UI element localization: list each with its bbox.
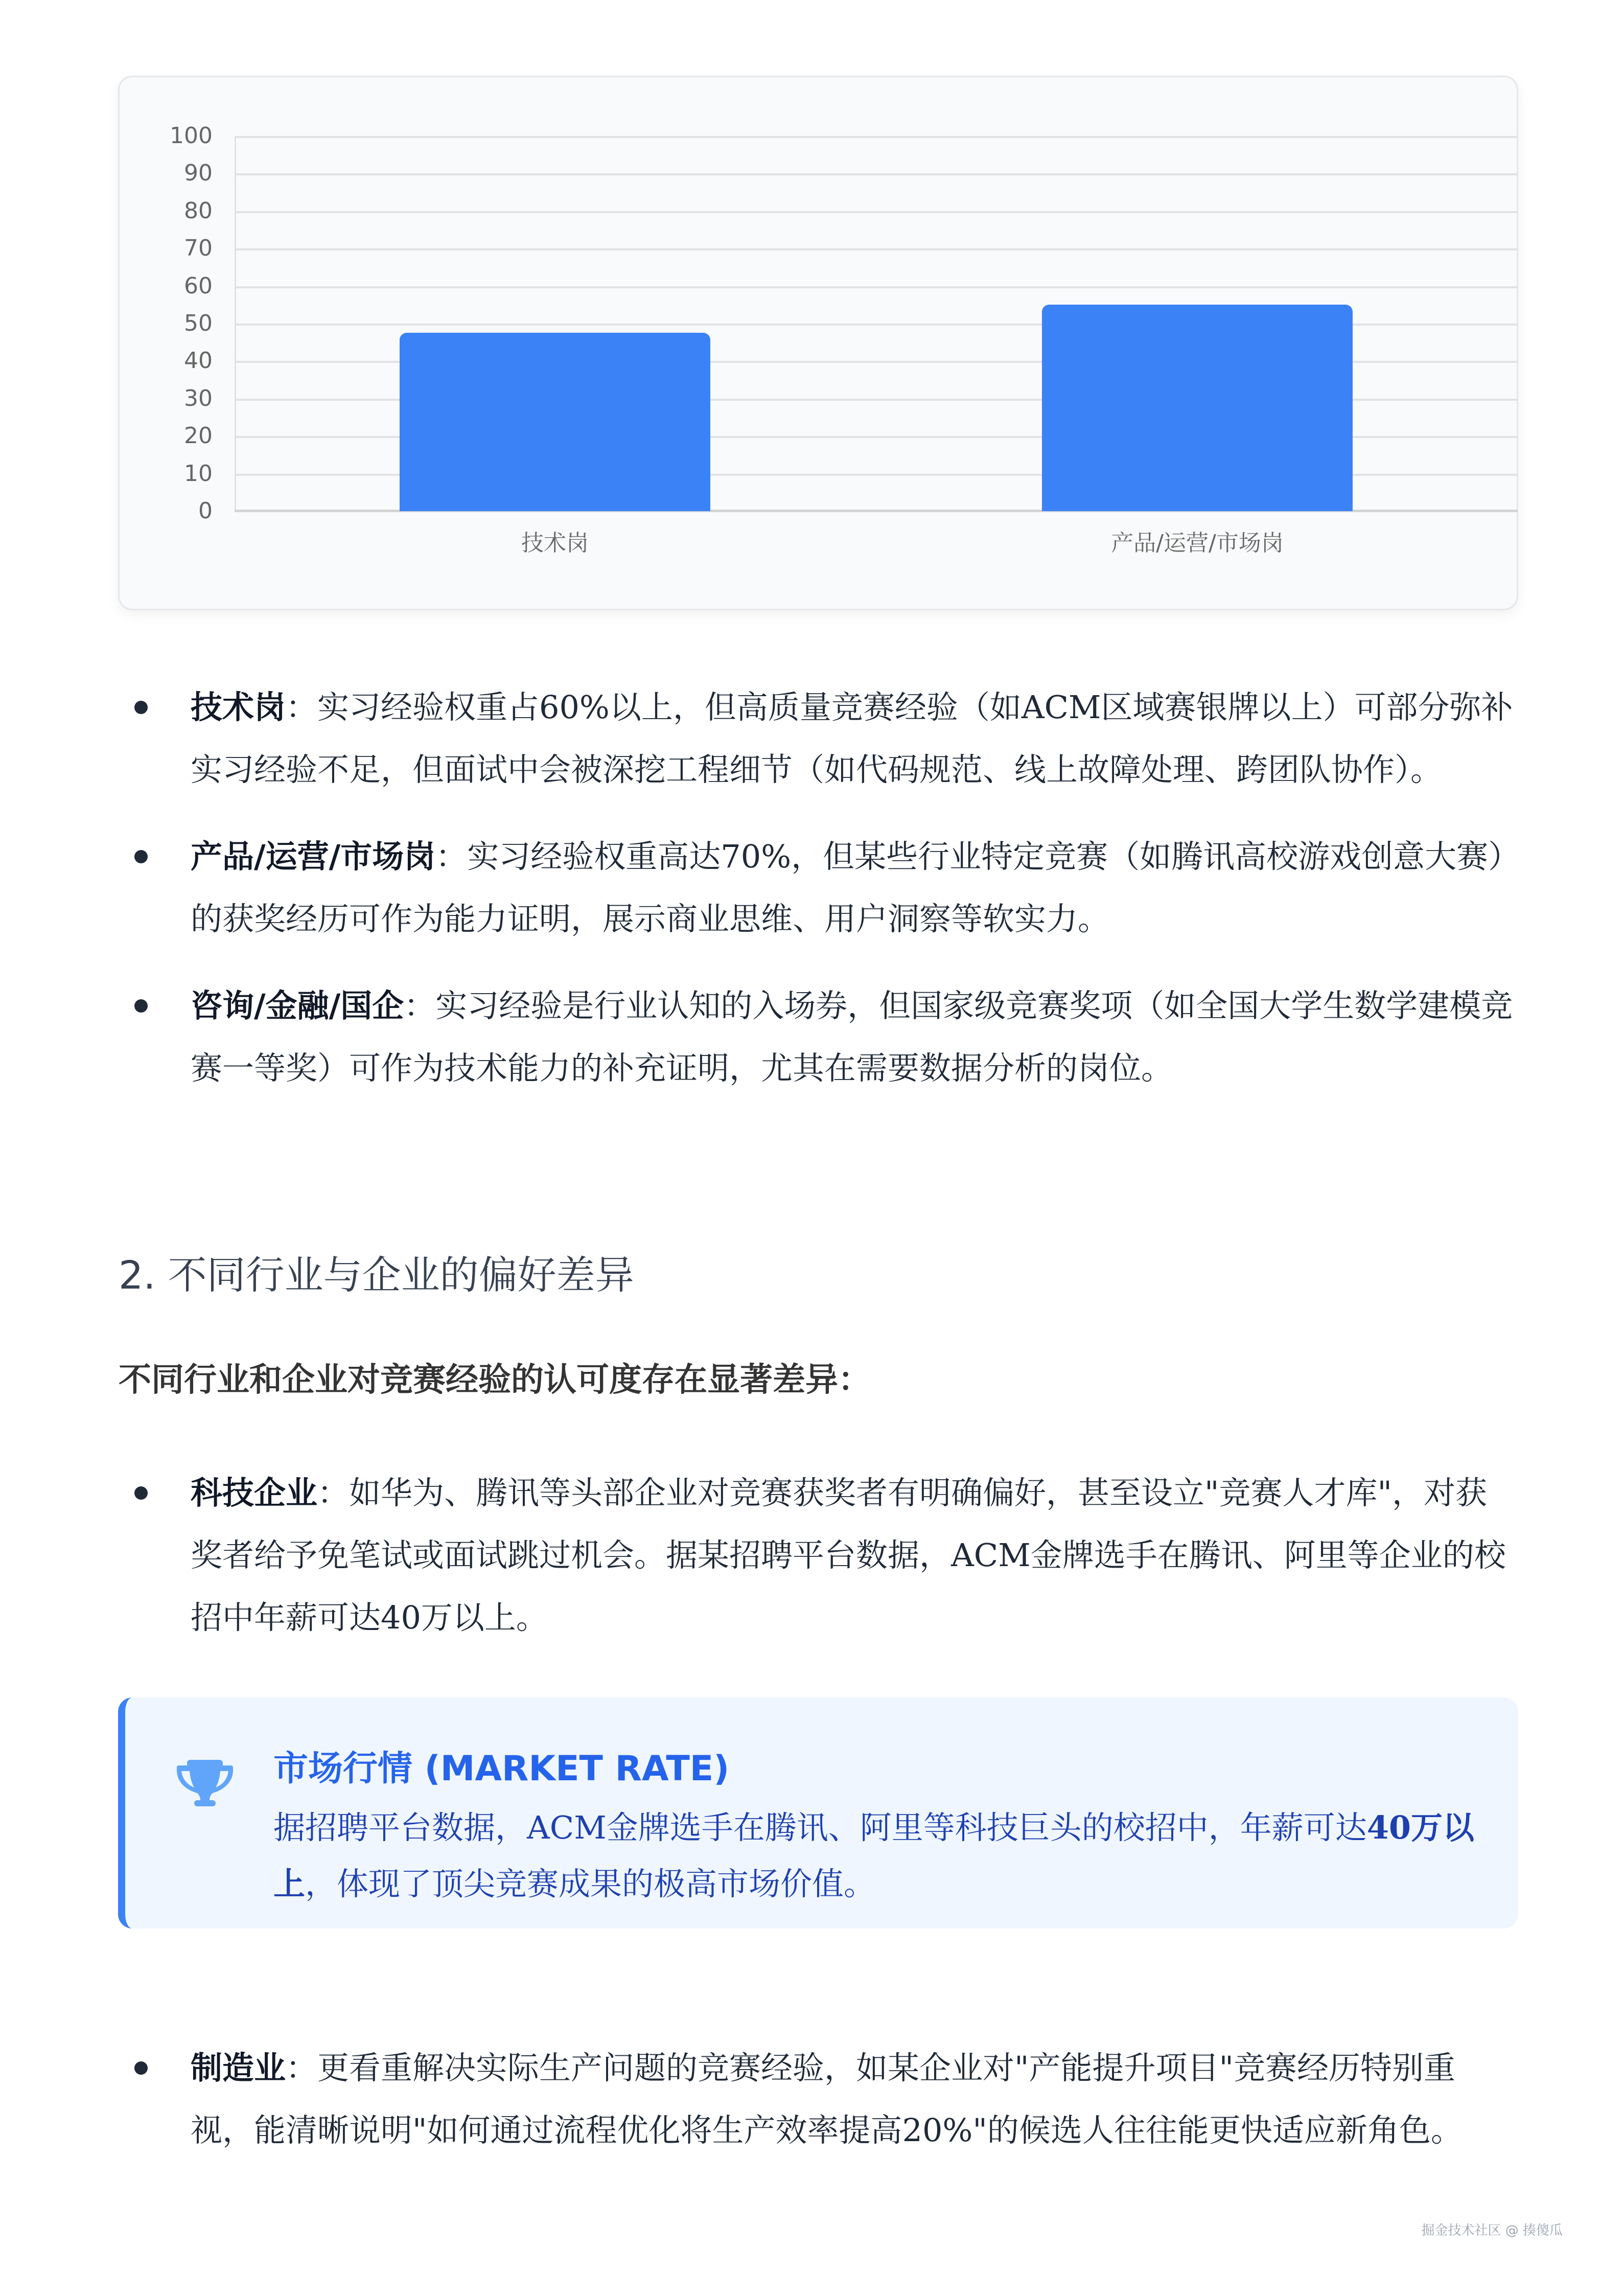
gridline (235, 136, 1518, 138)
gridline (235, 173, 1518, 175)
list-item (118, 825, 1518, 950)
y-tick-label: 10 (184, 460, 213, 487)
callout-title: 市场行情 (MARKET RATE) (273, 1749, 730, 1789)
y-tick-label: 40 (184, 348, 213, 374)
callout-body-text: ，体现了顶尖竞赛成果的极高市场价值。 (305, 1865, 876, 1902)
y-tick-label: 100 (170, 123, 213, 149)
list-item-text: ：实习经验是行业认知的入场券，但国家级竞赛奖项（如全国大学生数学建模竞赛一等奖）可作为技术能力的补充证明，尤其在需要数据分析的岗位。 (191, 987, 1513, 1087)
trophy-icon (176, 1760, 234, 1811)
list-item (118, 975, 1518, 1099)
y-tick-label: 90 (184, 160, 213, 187)
y-tick-label: 30 (184, 385, 213, 411)
list-item-label: 科技企业 (191, 1474, 318, 1511)
bar-tech-role (400, 333, 710, 511)
callout-body (273, 1800, 1477, 1912)
bar-chart (118, 123, 1518, 556)
watermark: 掘金技术社区 @ 揍傻瓜 (1421, 2223, 1563, 2238)
section-intro: 不同行业和企业对竞赛经验的认可度存在显著差异： (119, 1361, 871, 1399)
gridline (235, 248, 1518, 250)
list-item-label: 制造业 (191, 2049, 286, 2086)
y-tick-label: 70 (184, 235, 213, 262)
industry-list (118, 1462, 1518, 1673)
y-tick-label: 20 (184, 423, 213, 449)
gridline (235, 286, 1518, 288)
gridline (235, 211, 1518, 213)
industry-list-continued (118, 2037, 1518, 2186)
callout-body-highlight: 40万以上 (273, 1809, 1474, 1902)
list-item-label: 咨询/金融/国企 (191, 987, 404, 1024)
y-tick-label: 80 (184, 197, 213, 224)
y-tick-label: 50 (184, 310, 213, 336)
y-tick-label: 0 (198, 498, 213, 524)
x-tick-label: 产品/运营/市场岗 (1111, 530, 1284, 556)
role-weight-list (118, 676, 1518, 1124)
callout-body-text: 据招聘平台数据，ACM金牌选手在腾讯、阿里等科技巨头的校招中，年薪可达 (273, 1809, 1367, 1846)
bullet-icon (134, 850, 148, 863)
list-item-text: ：更看重解决实际生产问题的竞赛经验，如某企业对"产能提升项目"竞赛经历特别重视，能清晰说明"如何通过流程优化将生产效率提高20%"的候选人往往能更快适应新角色。 (191, 2049, 1463, 2149)
list-item (118, 676, 1518, 801)
list-item-text: ：如华为、腾讯等头部企业对竞赛获奖者有明确偏好，甚至设立"竞赛人才库"，对获奖者给予免笔试或面试跳过机会。据某招聘平台数据，ACM金牌选手在腾讯、阿里等企业的校招中年薪可达40万以上。 (191, 1474, 1506, 1636)
x-tick-label: 技术岗 (521, 530, 589, 556)
bullet-icon (134, 1486, 148, 1500)
section-heading: 2. 不同行业与企业的偏好差异 (119, 1252, 634, 1298)
list-item-label: 技术岗 (191, 688, 286, 726)
y-tick-label: 60 (184, 272, 213, 299)
list-item-text: ：实习经验权重高达70%，但某些行业特定竞赛（如腾讯高校游戏创意大赛）的获奖经历可作为能力证明，展示商业思维、用户洞察等软实力。 (191, 838, 1504, 937)
bullet-icon (134, 2061, 148, 2075)
list-item (118, 1462, 1518, 1649)
bar-product-ops-marketing-role (1042, 305, 1353, 511)
list-item-text: ：实习经验权重占60%以上，但高质量竞赛经验（如ACM区域赛银牌以上）可部分弥补实习经验不足，但面试中会被深挖工程细节（如代码规范、线上故障处理、跨团队协作）。 (191, 688, 1513, 788)
list-item (118, 2037, 1518, 2162)
market-rate-callout (118, 1697, 1518, 1929)
bullet-icon (134, 701, 148, 714)
bullet-icon (134, 999, 148, 1013)
list-item-label: 产品/运营/市场岗 (191, 838, 436, 875)
